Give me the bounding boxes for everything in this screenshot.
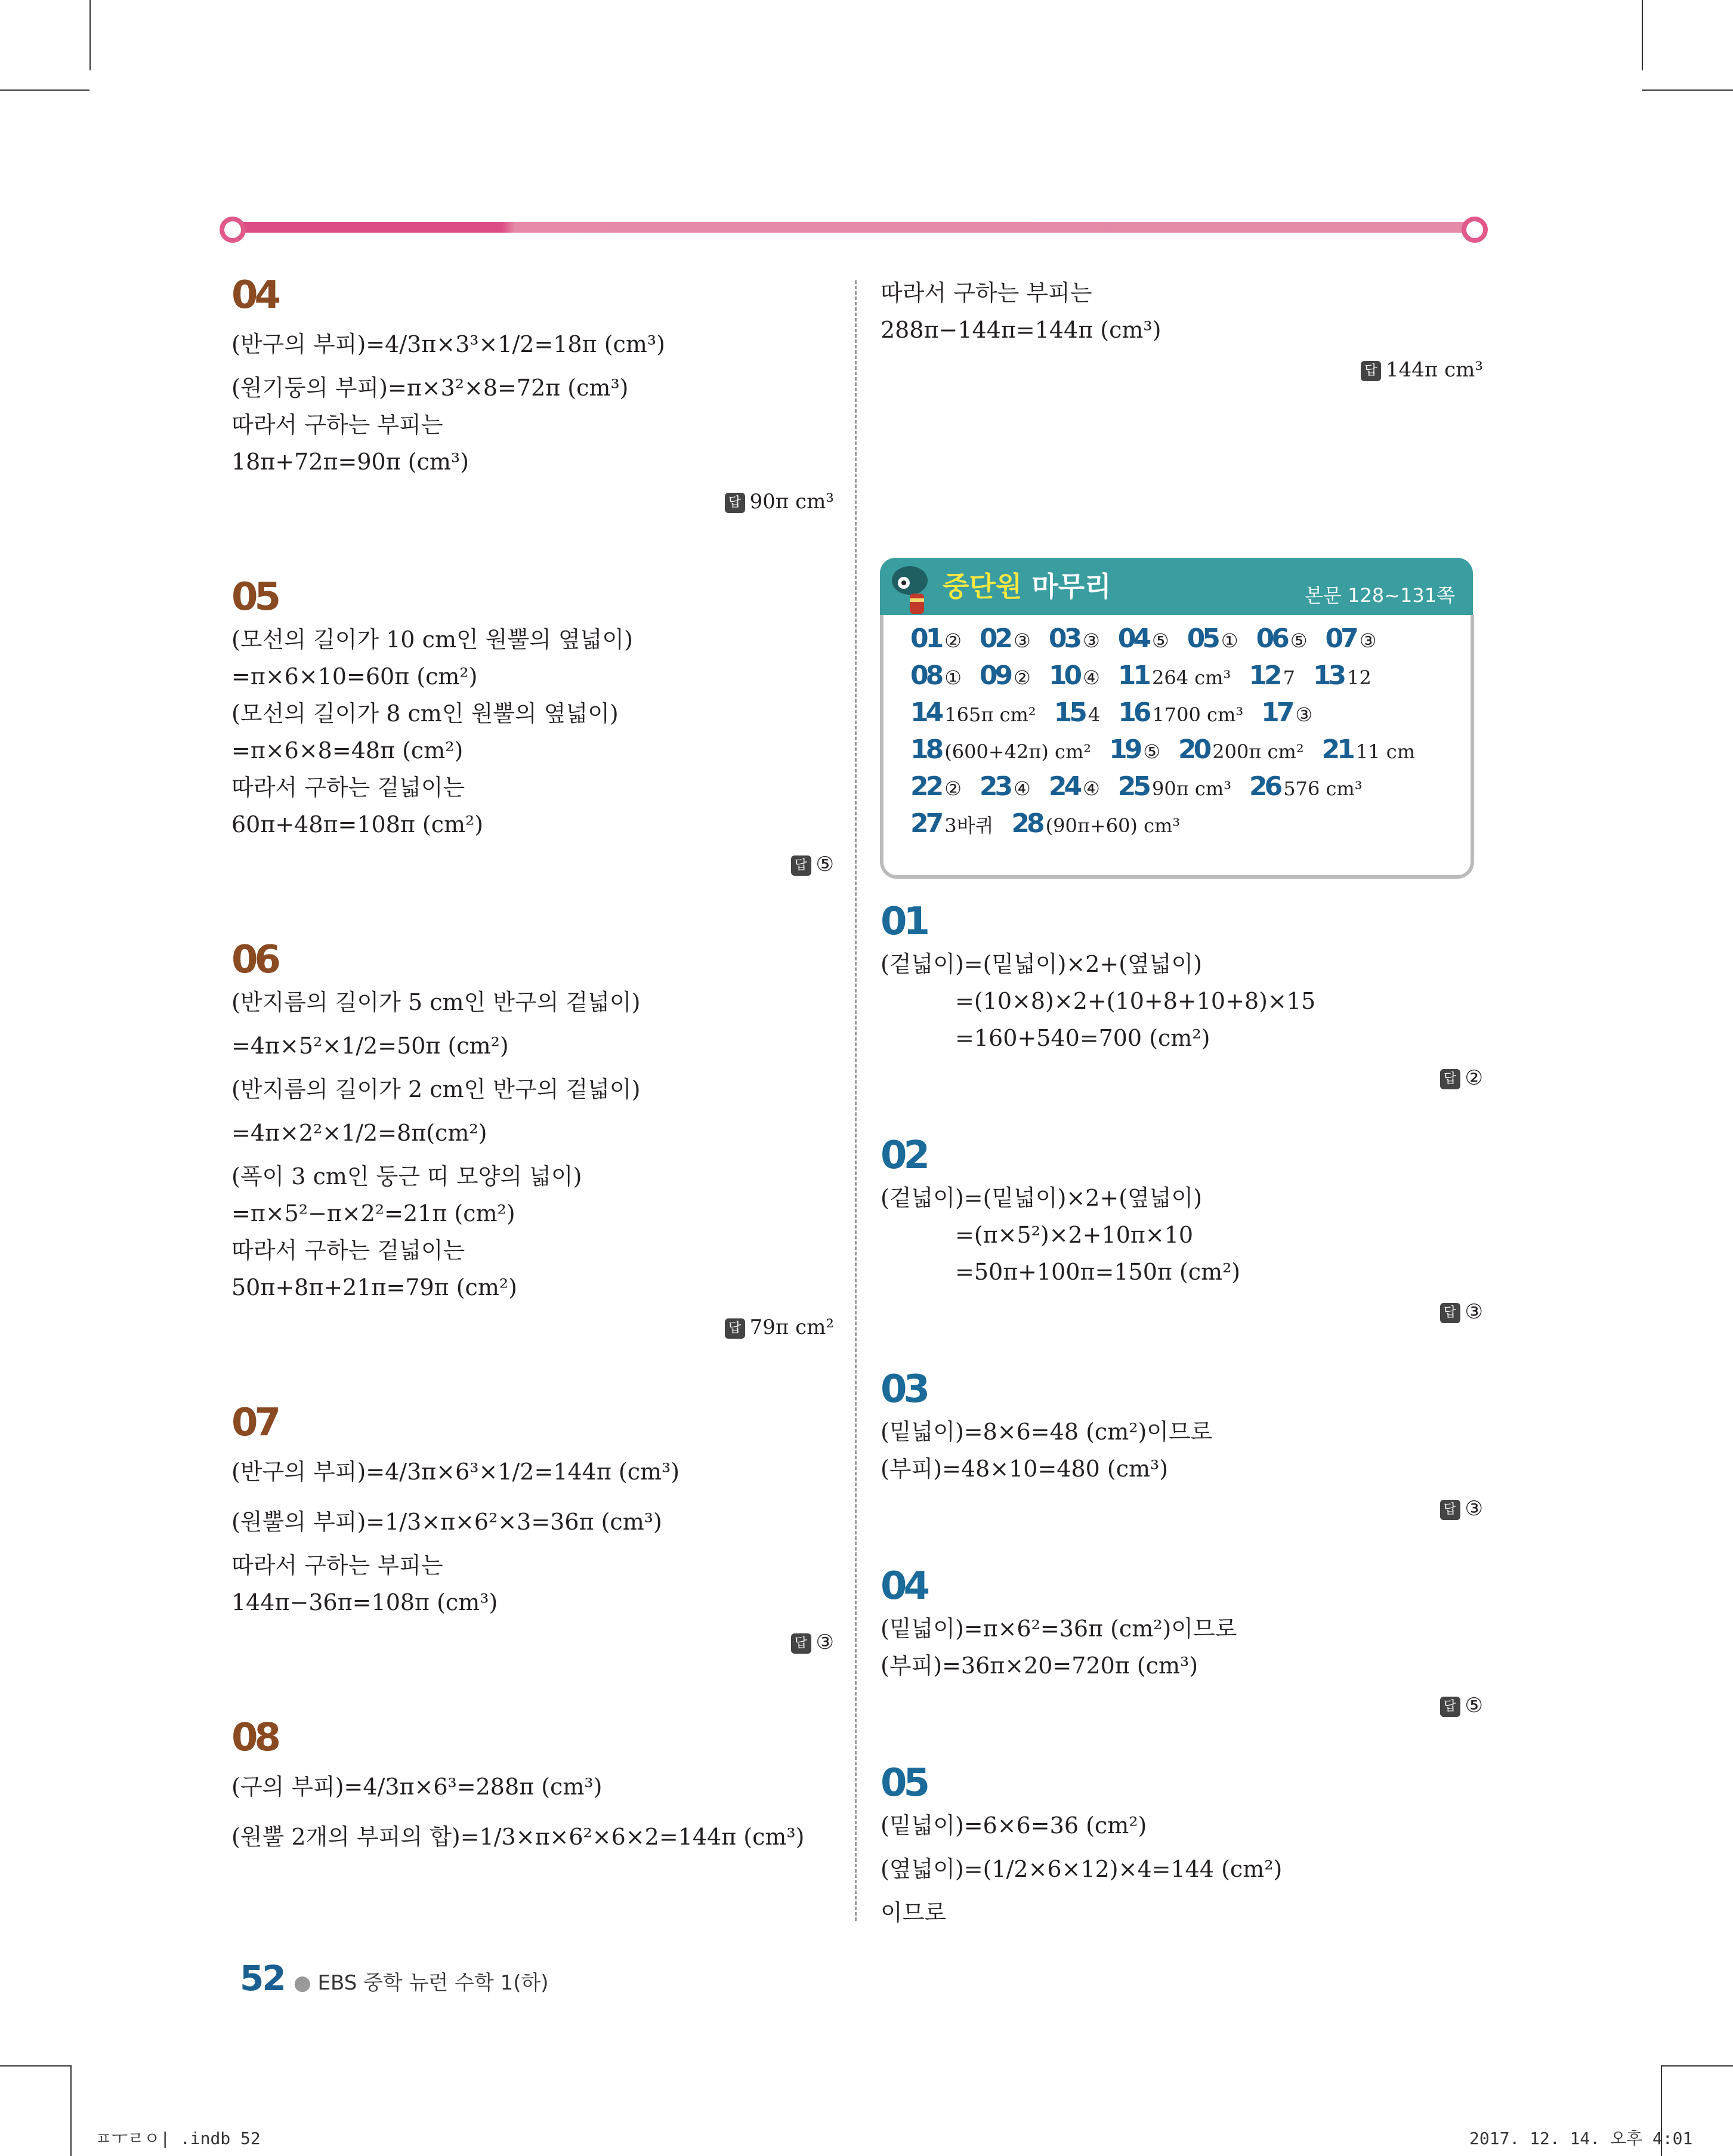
book-title: ● EBS 중학 뉴런 수학 1(하): [294, 1971, 549, 1995]
solution-line: (밑넓이)=π×6²=36π (cm²)이므로: [881, 1616, 1237, 1642]
answer-number: 22: [910, 771, 941, 802]
problem-number: 05: [231, 575, 278, 619]
answer-number: 01: [910, 623, 941, 654]
answer-row: [910, 734, 1433, 765]
file-info: ㅍㅜㄹㅇ| .indb 52: [95, 2129, 261, 2148]
answer-item: [1109, 734, 1160, 765]
answer-number: 12: [1249, 660, 1280, 691]
answer-number: 15: [1054, 697, 1085, 728]
solution-line: =160+540=700 (cm²): [955, 1025, 1210, 1051]
answer: 답 ②: [881, 1060, 1483, 1096]
answer-value: 200π cm²: [1212, 740, 1304, 763]
problem-08: [231, 1714, 834, 1862]
answer-number: 07: [1325, 623, 1356, 654]
solution-line: (부피)=36π×20=720π (cm³): [881, 1652, 1198, 1679]
solution-line: 따라서 구하는 겉넓이는: [231, 1237, 465, 1264]
answer-value: ②: [944, 777, 962, 800]
problem-number: 06: [231, 938, 278, 982]
answer-number: 27: [910, 808, 941, 839]
answer-number: 09: [979, 660, 1011, 691]
solution-line: (반지름의 길이가 2 cm인 반구의 겉넓이): [231, 1076, 641, 1102]
question-04: [881, 1562, 1483, 1723]
solution-line: =50π+100π=150π (cm²): [955, 1259, 1241, 1285]
solution-line: (밑넓이)=8×6=48 (cm²)이므로: [881, 1419, 1213, 1445]
answer: 답 ③: [231, 1624, 834, 1660]
answer-row: [910, 697, 1330, 728]
solution-line: 50π+8π+21π=79π (cm²): [231, 1274, 517, 1301]
answer-item: [1118, 771, 1231, 802]
answer-value: (90π+60) cm³: [1045, 814, 1181, 837]
solution-line: (원뿔의 부피)=1/3×π×6²×3=36π (cm³): [231, 1509, 662, 1535]
problem-number: 02: [881, 1133, 927, 1178]
solution-line: (반구의 부피)=4/3π×6³×1/2=144π (cm³): [231, 1459, 680, 1485]
answer-number: 21: [1321, 734, 1352, 765]
solution-line: (모선의 길이가 8 cm인 원뿔의 옆넓이): [231, 700, 619, 727]
bullet-icon: ●: [294, 1971, 311, 1995]
answer: 답 ③: [881, 1491, 1483, 1527]
bar-end-circle: [1462, 217, 1488, 243]
question-03: [881, 1366, 1483, 1527]
answer-mark-icon: 답: [1361, 361, 1381, 381]
answer-value: ④: [1014, 777, 1031, 800]
crop-mark: [1642, 0, 1643, 70]
answer-value: ②: [1014, 666, 1031, 689]
crop-mark: [0, 89, 89, 91]
answer-number: 24: [1048, 771, 1080, 802]
solution-line: =4π×2²×1/2=8π(cm²): [231, 1120, 487, 1146]
answer-row: [910, 623, 1394, 654]
solution-line: =π×6×8=48π (cm²): [231, 737, 464, 764]
answer-number: 16: [1118, 697, 1149, 728]
answer-item: [1256, 623, 1308, 654]
bar-end-circle: [220, 217, 246, 243]
solution-line: =(π×5²)×2+10π×10: [955, 1222, 1194, 1248]
problem-number: 01: [881, 900, 927, 944]
solution-line: 18π+72π=90π (cm³): [231, 449, 469, 475]
answer-item: [1261, 697, 1312, 728]
problem-number: 08: [231, 1716, 278, 1760]
answer-item: [910, 734, 1091, 765]
answer-mark-icon: 답: [1440, 1500, 1460, 1520]
answer-mark-icon: 답: [791, 855, 811, 876]
solution-line: =π×6×10=60π (cm²): [231, 663, 478, 690]
question-05: [881, 1759, 1483, 1931]
answer-number: 02: [979, 623, 1011, 654]
solution-line: 이므로: [881, 1899, 947, 1926]
answer-item: [1313, 660, 1371, 691]
problem-number: 05: [881, 1761, 927, 1805]
answer-value: ③: [1359, 629, 1377, 652]
crop-mark: [0, 2065, 70, 2067]
answer-row: [910, 771, 1380, 802]
solution-line: =(10×8)×2+(10+8+10+8)×15: [955, 988, 1316, 1014]
solution-line: 60π+48π=108π (cm²): [231, 811, 484, 838]
answer-item: [910, 808, 993, 839]
answer-item: [910, 660, 962, 691]
answer-number: 14: [910, 697, 941, 728]
solution-line: (겉넓이)=(밑넓이)×2+(옆넓이): [881, 1185, 1203, 1211]
crop-mark: [1661, 2065, 1733, 2067]
answer-item: [1118, 623, 1169, 654]
answer-number: 25: [1117, 771, 1148, 802]
summary-title: 중단원 마무리: [943, 570, 1111, 603]
problem-07: [231, 1399, 834, 1660]
question-01: [881, 898, 1483, 1096]
answer-value: ③: [1083, 629, 1100, 652]
problem-06: [231, 936, 834, 1345]
summary-header: [880, 558, 1473, 615]
answer-item: [1118, 660, 1231, 691]
solution-line: 따라서 구하는 부피는: [231, 1552, 443, 1579]
answer-value: 90π cm³: [1152, 777, 1232, 800]
crop-mark: [1642, 89, 1733, 91]
answer-value: 1700 cm³: [1152, 703, 1244, 726]
solution-line: =4π×5²×1/2=50π (cm²): [231, 1033, 509, 1059]
answer-item: [980, 771, 1031, 802]
answer-item: [910, 697, 1036, 728]
problem-05: [231, 573, 834, 882]
answer-mark-icon: 답: [725, 493, 745, 513]
answer-row: [910, 808, 1198, 839]
answer-number: 28: [1011, 808, 1042, 839]
answer-mark-icon: 답: [1440, 1303, 1460, 1323]
answer-value: 4: [1088, 703, 1101, 726]
answer-item: [1049, 660, 1100, 691]
answer-number: 05: [1187, 623, 1218, 654]
solution-line: 288π−144π=144π (cm³): [881, 317, 1161, 343]
answer-number: 20: [1178, 734, 1209, 765]
answer-value: 3바퀴: [944, 814, 994, 837]
answer-item: [1118, 697, 1243, 728]
answer: 답 ⑤: [881, 1688, 1483, 1723]
answer-value: ④: [1083, 666, 1100, 689]
answer-value: 12: [1347, 666, 1371, 689]
answer-number: 17: [1261, 697, 1292, 728]
answer-value: ⑤: [1290, 629, 1308, 652]
solution-line: (구의 부피)=4/3π×6³=288π (cm³): [231, 1774, 603, 1800]
answer-item: [1011, 808, 1180, 839]
answer-item: [910, 623, 962, 654]
answer-mark-icon: 답: [725, 1318, 745, 1339]
answer-number: 13: [1312, 660, 1344, 691]
solution-line: (모선의 길이가 10 cm인 원뿔의 옆넓이): [231, 626, 633, 653]
answer-value: ①: [944, 666, 962, 689]
summary-answer-box: [880, 558, 1473, 881]
solution-line: 따라서 구하는 부피는: [881, 280, 1092, 306]
answer-item: [1049, 771, 1100, 802]
right-column-top: [881, 274, 1483, 388]
answer-item: [1326, 623, 1377, 654]
answer-item: [910, 771, 962, 802]
right-column-solutions: [881, 898, 1483, 1931]
answer-value: ③: [1295, 703, 1313, 726]
problem-number: 04: [231, 273, 278, 317]
answer-item: [1178, 734, 1304, 765]
answer-number: 03: [1048, 623, 1080, 654]
answer-row: [910, 660, 1389, 691]
answer-number: 04: [1117, 623, 1148, 654]
left-column: [231, 271, 834, 1862]
print-date: 2017. 12. 14. 오후 4:01: [1469, 2129, 1693, 2148]
answer-value: 264 cm³: [1152, 666, 1231, 689]
answer-item: [1249, 660, 1295, 691]
answer-value: ④: [1083, 777, 1100, 800]
solution-line: (밑넓이)=6×6=36 (cm²): [881, 1812, 1147, 1839]
solution-line: (원기둥의 부피)=π×3²×8=72π (cm³): [231, 375, 629, 401]
solution-line: (겉넓이)=(밑넓이)×2+(옆넓이): [881, 951, 1203, 977]
answer-value: (600+42π) cm²: [944, 740, 1092, 763]
answer-number: 19: [1109, 734, 1140, 765]
problem-number: 07: [231, 1401, 278, 1445]
column-separator: [855, 280, 857, 1921]
solution-line: (반구의 부피)=4/3π×3³×1/2=18π (cm³): [231, 331, 665, 357]
answer-value: ②: [944, 629, 962, 652]
solution-line: (옆넓이)=(1/2×6×12)×4=144 (cm²): [881, 1856, 1283, 1882]
solution-line: (폭이 3 cm인 둥근 띠 모양의 넓이): [231, 1163, 582, 1190]
answer-mark-icon: 답: [1440, 1697, 1460, 1717]
answer-item: [1249, 771, 1363, 802]
answer-item: [1054, 697, 1101, 728]
answer: 답 79π cm²: [231, 1309, 834, 1345]
answer-item: [1322, 734, 1415, 765]
character-icon: [886, 563, 940, 616]
answer-item: [1187, 623, 1238, 654]
header-bar: [225, 222, 1484, 233]
solution-line: (반지름의 길이가 5 cm인 반구의 겉넓이): [231, 989, 641, 1015]
answer-number: 23: [979, 771, 1011, 802]
answer-value: ①: [1221, 629, 1238, 652]
answer-value: ⑤: [1152, 629, 1169, 652]
answer-value: ③: [1014, 629, 1031, 652]
crop-mark: [70, 2065, 72, 2156]
answer-number: 26: [1249, 771, 1280, 802]
answer-value: 11 cm: [1355, 740, 1416, 763]
answer-value: ⑤: [1143, 740, 1161, 763]
answer-mark-icon: 답: [1440, 1069, 1460, 1089]
answer-mark-icon: 답: [791, 1633, 811, 1654]
answer-number: 06: [1256, 623, 1287, 654]
solution-line: 따라서 구하는 부피는: [231, 412, 443, 438]
answer: 답 144π cm³: [881, 352, 1483, 388]
page-reference: 본문 128~131쪽: [1305, 584, 1455, 607]
answer-item: [1049, 623, 1100, 654]
answer-number: 08: [910, 660, 941, 691]
answer: 답 90π cm³: [231, 484, 834, 520]
answer-value: 165π cm²: [944, 703, 1036, 726]
answer-number: 11: [1117, 660, 1148, 691]
answer: 답 ⑤: [231, 847, 834, 882]
answer-grid: [880, 615, 1474, 879]
problem-number: 03: [881, 1367, 927, 1411]
answer-number: 18: [910, 734, 941, 765]
answer-value: 576 cm³: [1283, 777, 1363, 800]
solution-line: (원뿔 2개의 부피의 합)=1/3×π×6²×6×2=144π (cm³): [231, 1824, 805, 1850]
answer: 답 ③: [881, 1294, 1483, 1330]
problem-number: 04: [881, 1564, 927, 1608]
question-02: [881, 1132, 1483, 1330]
problem-04: [231, 271, 834, 520]
answer-number: 10: [1048, 660, 1080, 691]
answer-value: 7: [1283, 666, 1295, 689]
solution-line: 144π−36π=108π (cm³): [231, 1589, 498, 1616]
crop-mark: [89, 0, 91, 70]
answer-item: [980, 660, 1031, 691]
page-number: 52: [240, 1958, 285, 1999]
solution-line: 따라서 구하는 겉넓이는: [231, 774, 465, 801]
answer-item: [980, 623, 1031, 654]
solution-line: =π×5²−π×2²=21π (cm²): [231, 1200, 515, 1227]
solution-line: (부피)=48×10=480 (cm³): [881, 1456, 1169, 1482]
